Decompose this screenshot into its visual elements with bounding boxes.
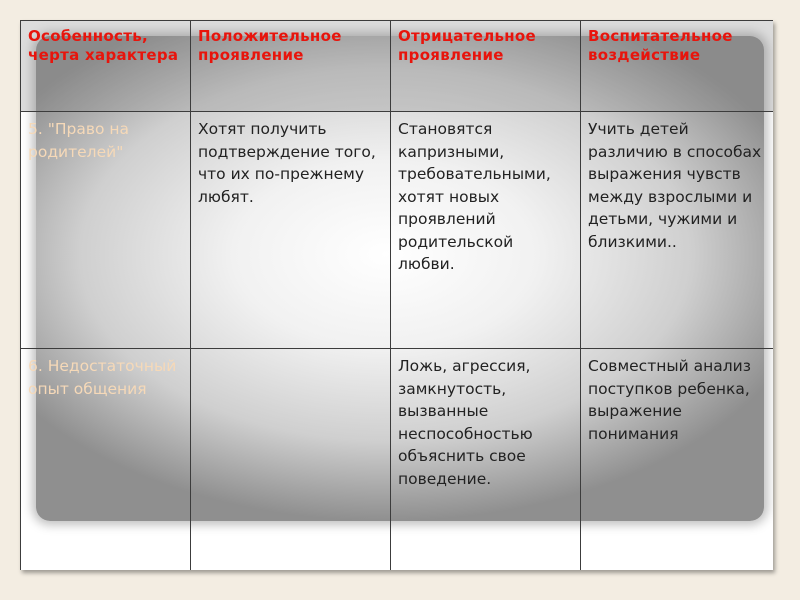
- row-feature-cell: 6. Недостаточный опыт общения: [21, 349, 191, 571]
- row-negative-cell: Ложь, агрессия, замкнутость, вызванные неспособностью объяснить свое поведение.: [391, 349, 581, 571]
- header-cell-feature: [21, 21, 191, 112]
- slide: [20, 20, 773, 570]
- row-feature-cell: 5. "Право на родителей": [21, 112, 191, 349]
- table-row: [21, 112, 774, 349]
- row-negative-cell: Становятся капризными, требовательными, хотят новых проявлений родительской любви.: [391, 112, 581, 349]
- table-row: [21, 349, 774, 571]
- table-header-row: [21, 21, 774, 112]
- header-cell-positive: [191, 21, 391, 112]
- row-action-cell: Совместный анализ поступков ребенка, выражение понимания: [581, 349, 774, 571]
- header-action-label: Воспитательное воздействие: [588, 27, 733, 64]
- header-cell-action: [581, 21, 774, 112]
- header-cell-negative: [391, 21, 581, 112]
- character-traits-table: [20, 20, 773, 570]
- header-positive-label: Положительное проявление: [198, 27, 342, 64]
- header-negative-label: Отрицательное проявление: [398, 27, 537, 64]
- header-feature-label: Особенность, черта характера: [28, 27, 179, 64]
- row-positive-cell: [191, 349, 391, 571]
- row-positive-cell: Хотят получить подтверждение того, что их по-прежнему любят.: [191, 112, 391, 349]
- row-action-cell: Учить детей различию в способах выражения чувств между взрослыми и детьми, чужими и близкими..: [581, 112, 774, 349]
